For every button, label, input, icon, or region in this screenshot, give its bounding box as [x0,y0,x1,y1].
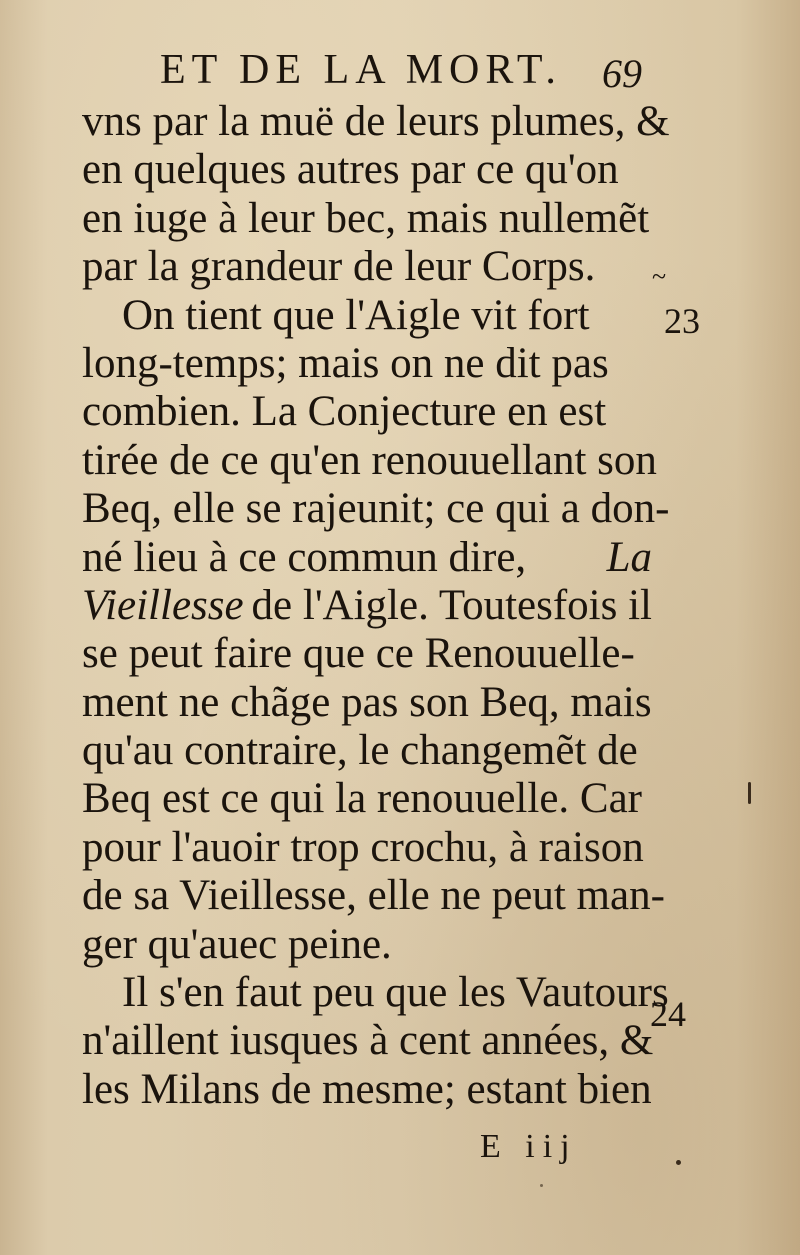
page-number: 69 [602,51,642,96]
italic-phrase: La [606,533,652,581]
running-title: ET DE LA MORT. [160,47,562,93]
margin-note-23: 23 [664,301,700,341]
text-line: ment ne chãge pas son Beq, mais [82,678,652,726]
text-line: qu'au contraire, le changemẽt de [82,727,638,775]
text-line: de sa Vieillesse, elle ne peut man- [82,872,665,920]
text-line: se peut faire que ce Renouuelle- [82,630,635,678]
catchword: E iij [480,1128,578,1165]
ink-fleck [540,1184,543,1187]
italic-phrase: Vieillesse [82,581,244,629]
text-line: Il s'en faut peu que les Vautours [122,969,669,1017]
text-line: Beq, elle se rajeunit; ce qui a don- [82,485,670,533]
text-line: n'aillent iusques à cent années, & [82,1017,654,1065]
text-line: Beq est ce qui la renouuelle. Car [82,775,642,823]
text-line: les Milans de mesme; estant bien [82,1065,652,1113]
ink-fleck [748,782,751,804]
text-line: long-temps; mais on ne dit pas [82,339,609,387]
text-line: tirée de ce qu'en renouuellant son [82,436,657,484]
ink-fleck [676,1160,681,1165]
text-line [82,582,652,630]
text-line: par la grandeur de leur Corps. [82,243,596,291]
text-line: combien. La Conjecture en est [82,388,607,436]
text-line: en quelques autres par ce qu'on [82,146,619,194]
margin-tilde-mark: ~ [652,262,667,291]
text-line [82,534,652,582]
text-line: pour l'auoir trop crochu, à raison [82,823,644,871]
text-line: en iuge à leur bec, mais nullemẽt [82,194,650,242]
text-line: ger qu'auec peine. [82,920,392,968]
margin-note-24: 24 [650,994,686,1034]
text-line-roman: né lieu à ce commun dire, [82,533,527,581]
text-line: On tient que l'Aigle vit fort [122,291,590,339]
text-line: vns par la muë de leurs plumes, & [82,98,670,145]
text-line-roman: de l'Aigle. Toutesfois il [251,581,652,629]
